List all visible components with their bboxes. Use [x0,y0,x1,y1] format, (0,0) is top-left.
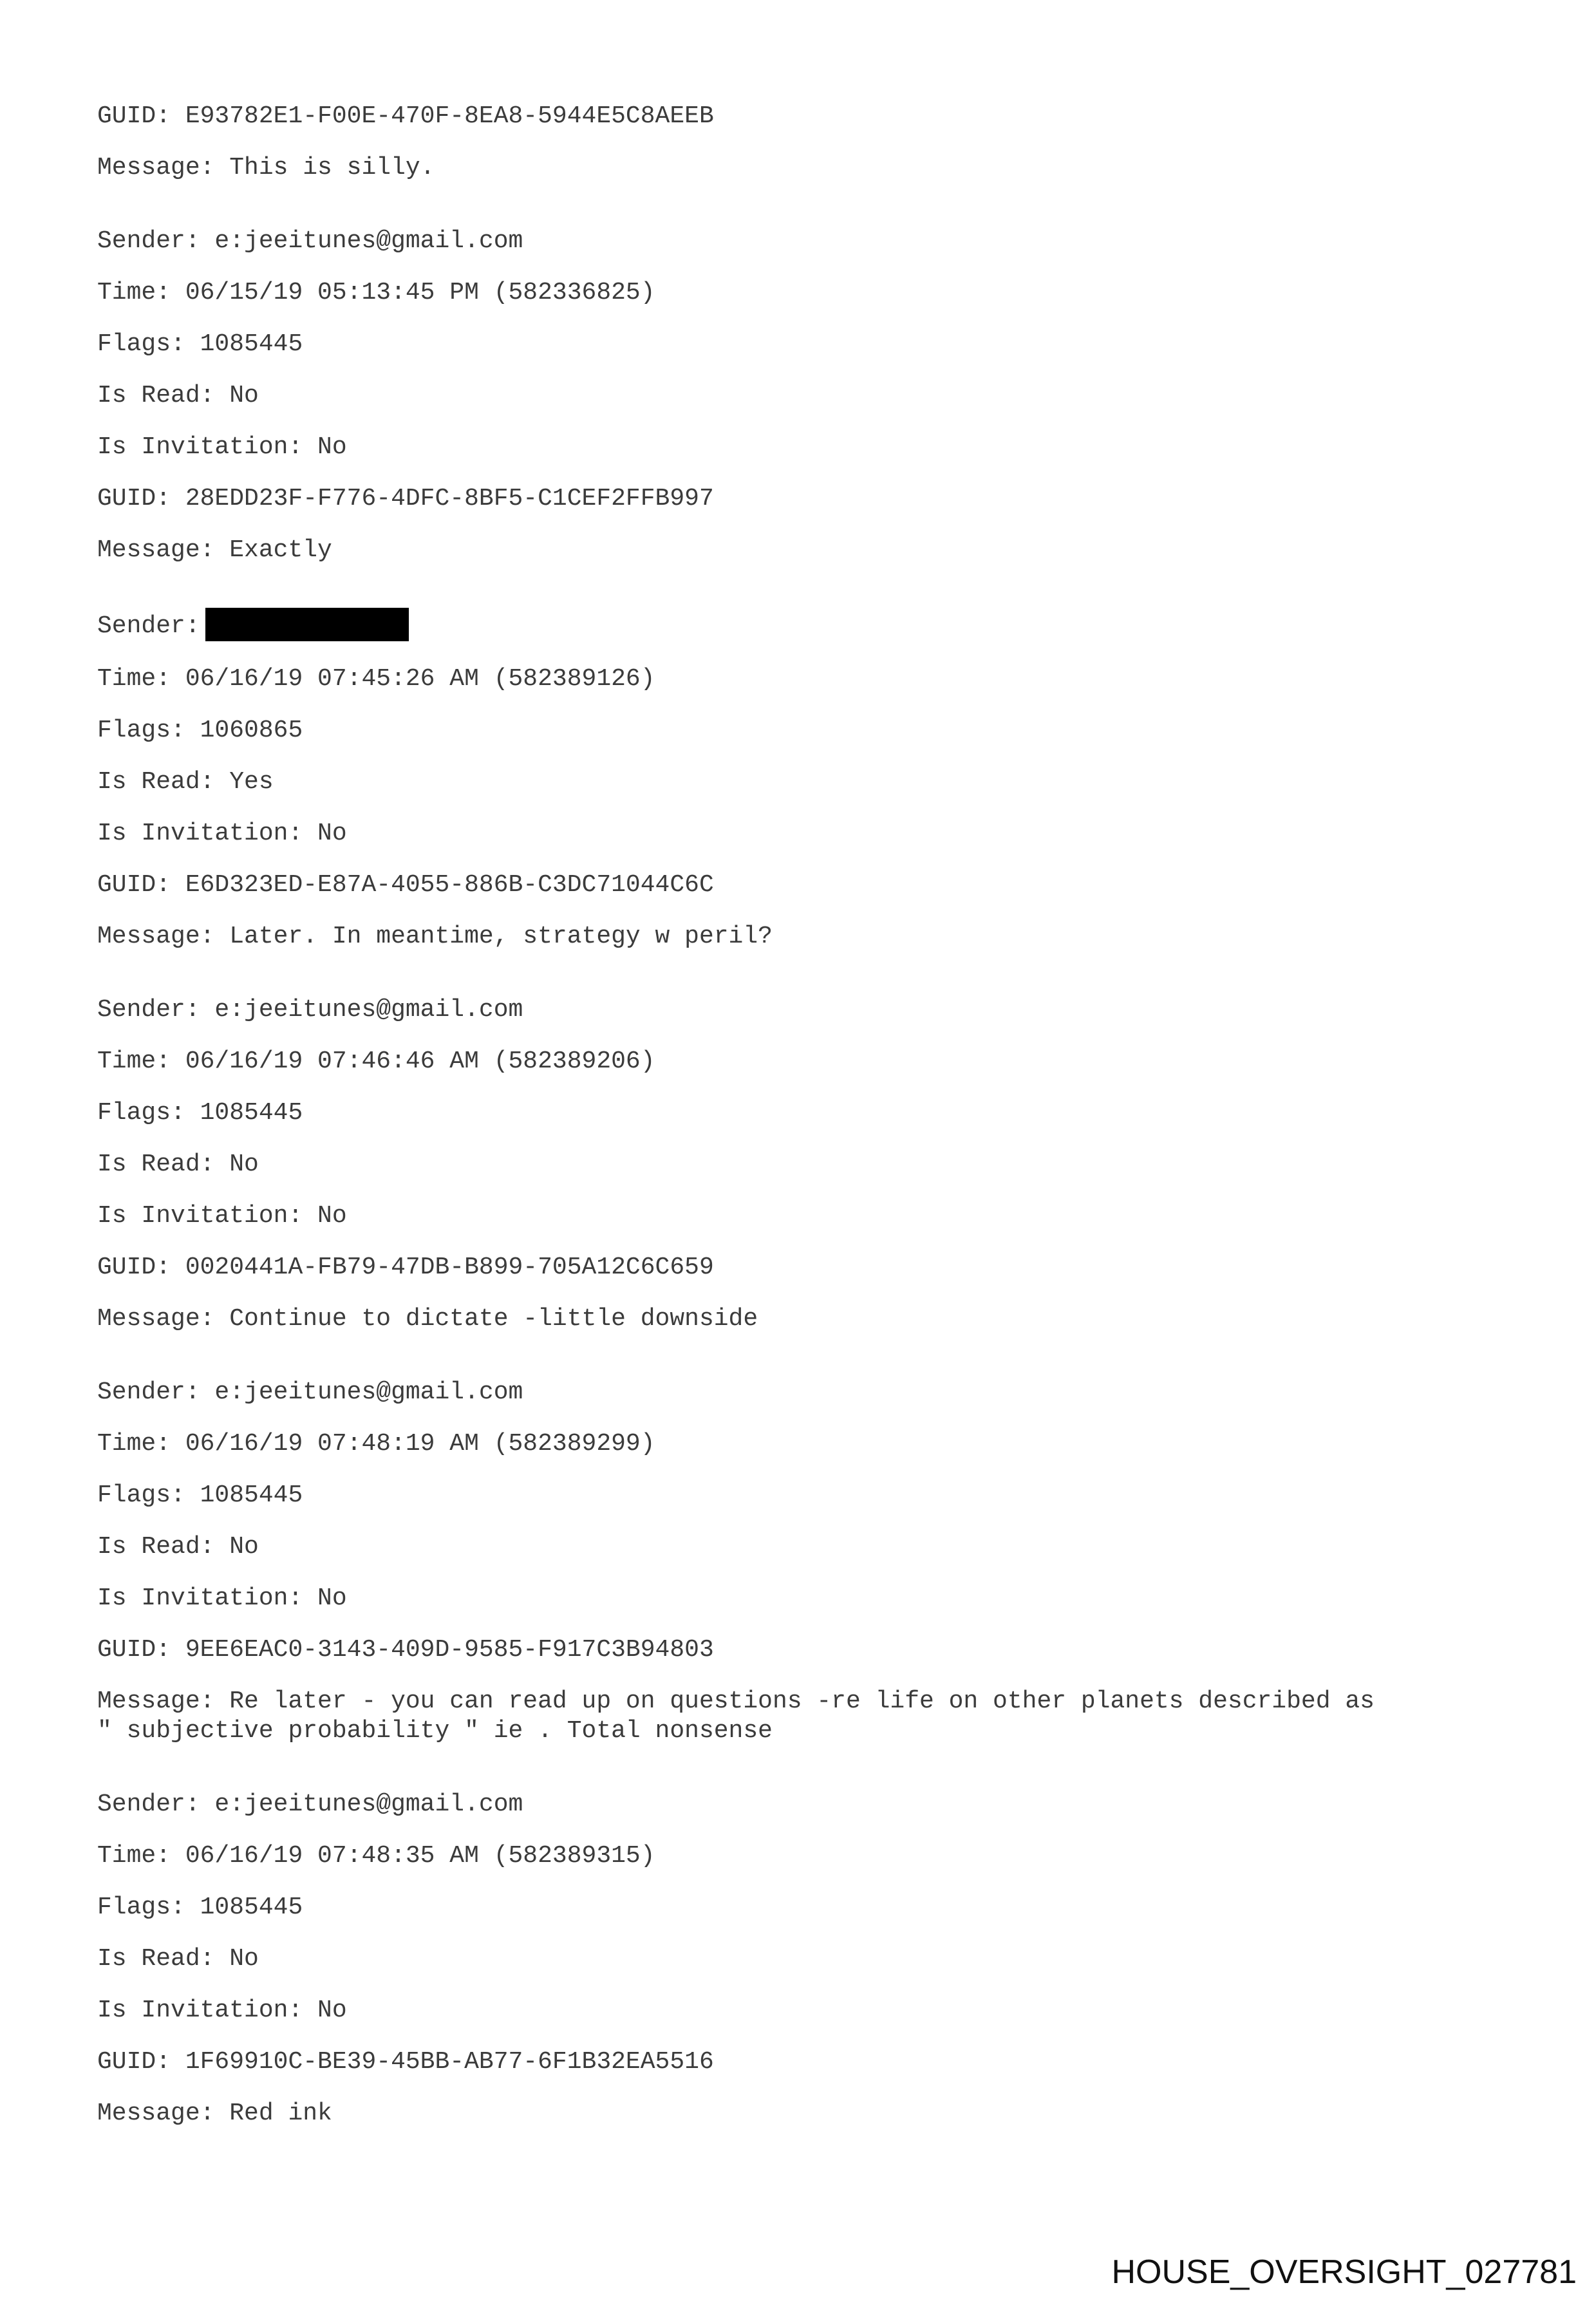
time-line: Time: 06/16/19 07:48:19 AM (582389299) [97,1430,655,1458]
message-record [97,102,1539,183]
message-line: Message: Red ink [97,2100,332,2127]
message-line [97,1687,1539,1746]
message-record [97,1790,1539,2129]
bates-number: HOUSE_OVERSIGHT_027781 [1111,2253,1577,2291]
message-line-1: Message: Re later - you can read up on questions -re life on other planets described as [97,1687,1375,1715]
message-log [97,102,1539,2150]
flags-line: Flags: 1085445 [97,1481,303,1509]
time-line: Time: 06/15/19 05:13:45 PM (582336825) [97,279,655,306]
message-line: Message: Continue to dictate -little downside [97,1305,758,1333]
flags-line: Flags: 1085445 [97,1894,303,1921]
message-line: Message: Exactly [97,536,332,564]
message-line: Message: This is silly. [97,154,435,182]
sender-label: Sender: [97,612,200,641]
message-record [97,227,1539,565]
is-invitation-line: Is Invitation: No [97,1202,347,1230]
message-line-2: " subjective probability " ie . Total nonsense [97,1717,773,1745]
sender-line: Sender: e:jeeitunes@gmail.com [97,227,523,255]
guid-line: GUID: 28EDD23F-F776-4DFC-8BF5-C1CEF2FFB997 [97,485,714,512]
time-line: Time: 06/16/19 07:46:46 AM (582389206) [97,1048,655,1075]
message-line: Message: Later. In meantime, strategy w peril? [97,923,773,950]
guid-line: GUID: 0020441A-FB79-47DB-B899-705A12C6C659 [97,1254,714,1281]
flags-line: Flags: 1085445 [97,330,303,358]
time-line: Time: 06/16/19 07:45:26 AM (582389126) [97,665,655,693]
is-read-line: Is Read: No [97,382,259,409]
sender-line: Sender: e:jeeitunes@gmail.com [97,996,523,1024]
guid-line: GUID: 1F69910C-BE39-45BB-AB77-6F1B32EA5516 [97,2048,714,2076]
sender-line: Sender: e:jeeitunes@gmail.com [97,1378,523,1406]
guid-line: GUID: 9EE6EAC0-3143-409D-9585-F917C3B94803 [97,1636,714,1664]
redaction-box [205,608,409,641]
flags-line: Flags: 1085445 [97,1099,303,1127]
sender-line [97,609,1539,643]
is-invitation-line: Is Invitation: No [97,433,347,461]
is-invitation-line: Is Invitation: No [97,820,347,847]
is-invitation-line: Is Invitation: No [97,1997,347,2024]
sender-line: Sender: e:jeeitunes@gmail.com [97,1791,523,1818]
message-record [97,609,1539,952]
message-record [97,1378,1539,1746]
time-line: Time: 06/16/19 07:48:35 AM (582389315) [97,1842,655,1870]
is-read-line: Is Read: No [97,1533,259,1561]
flags-line: Flags: 1060865 [97,717,303,744]
is-read-line: Is Read: No [97,1151,259,1178]
guid-line: GUID: E6D323ED-E87A-4055-886B-C3DC71044C6C [97,871,714,899]
is-read-line: Is Read: Yes [97,768,274,796]
is-invitation-line: Is Invitation: No [97,1584,347,1612]
is-read-line: Is Read: No [97,1945,259,1973]
guid-line: GUID: E93782E1-F00E-470F-8EA8-5944E5C8AEEB [97,102,714,130]
message-record [97,995,1539,1334]
